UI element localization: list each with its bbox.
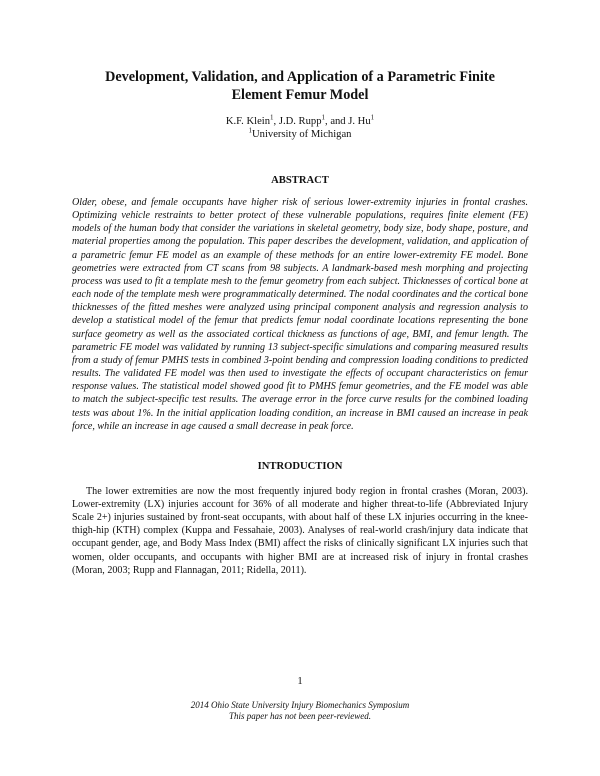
affiliation-mark: 1 <box>248 126 253 135</box>
footer-review-note: This paper has not been peer-reviewed. <box>229 711 371 721</box>
abstract-text: Older, obese, and female occupants have higher risk of serious lower-extremity injuries in frontal crashes. Optimizing vehicle restraints to better protect of these vulnerable populations, requires finite element (FE) models of the human body that consider the variations in skeletal geometry, body size, body shape, posture, and material properties among the population. This paper describes the development, validation, and application of a parametric femur FE model as an example of these methods for an entire lower-extremity FE model. Bone geometries were extracted from CT scans from 98 subjects. A landmark-based mesh morphing and projecting process was used to fit a template mesh to the femur geometry from each subject. Thicknesses of cortical bone at each node of the template mesh were programmatically determined. The nodal coordinates and the cortical bone thicknesses of the fitted meshes were analyzed using principal component analysis and regression analysis to develop a statistical model of the femur that predicts femur nodal coordinate locations representing the bone surface geometry as well as the associated cortical thickness as functions of age, BMI, and femur length. The parametric FE model was validated by running 13 subject-specific simulations and comparing measured results from a study of femur PMHS tests in combined 3-point bending and compression loading conditions to predicted results. The validated FE model was then used to investigate the effects of occupant characteristics on femur response values. The statistical model showed good fit to PMHS femur geometries, and the FE model was able to match the subject-specific test results. The average error in the force curve results for the combined loading tests was about 1%. In the initial application loading condition, an increase in BMI caused an increase in peak force, while an increase in age caused a small decrease in peak force. <box>72 197 528 432</box>
page-footer <box>0 700 600 722</box>
author-name: J. Hu <box>348 116 371 127</box>
introduction-heading: INTRODUCTION <box>257 460 343 472</box>
affiliation <box>72 128 528 141</box>
introduction-text: The lower extremities are now the most frequently injured body region in frontal crashes (Moran, 2003). Lower-extremity (LX) injuries account for 36% of all moderate and higher threat-to-life (Abbreviated Injury Scale 2+) injuries sustained by front-seat occupants, with about half of these LX injuries occurring in the knee-thigh-hip (KTH) complex (Kuppa and Fessahaie, 2003). Analyses of real-world crash/injury data indicate that occupant gender, age, and Body Mass Index (BMI) affect the risks of clinically significant LX injuries such that women, older occupants, and occupants with higher BMI are at increased risk of injury in frontal crashes (Moran, 2003; Rupp and Flannagan, 2011; Ridella, 2011). <box>72 485 528 576</box>
affiliation-mark: 1 <box>270 113 274 122</box>
author-name: J.D. Rupp <box>278 116 322 127</box>
affiliation-mark: 1 <box>321 113 326 122</box>
author-separator: , and <box>325 116 349 127</box>
footer-symposium: 2014 Ohio State University Injury Biomechanics Symposium <box>190 700 410 710</box>
affiliation-name: University of Michigan <box>252 129 352 140</box>
author-name: K.F. Klein <box>225 116 271 127</box>
page-number: 1 <box>297 676 303 687</box>
paper-title: Development, Validation, and Application of a Parametric Finite Element Femur Model <box>105 69 495 103</box>
author-list <box>72 115 528 128</box>
author-separator: , <box>273 116 279 127</box>
affiliation-mark: 1 <box>370 113 375 122</box>
abstract-heading: ABSTRACT <box>271 175 329 186</box>
